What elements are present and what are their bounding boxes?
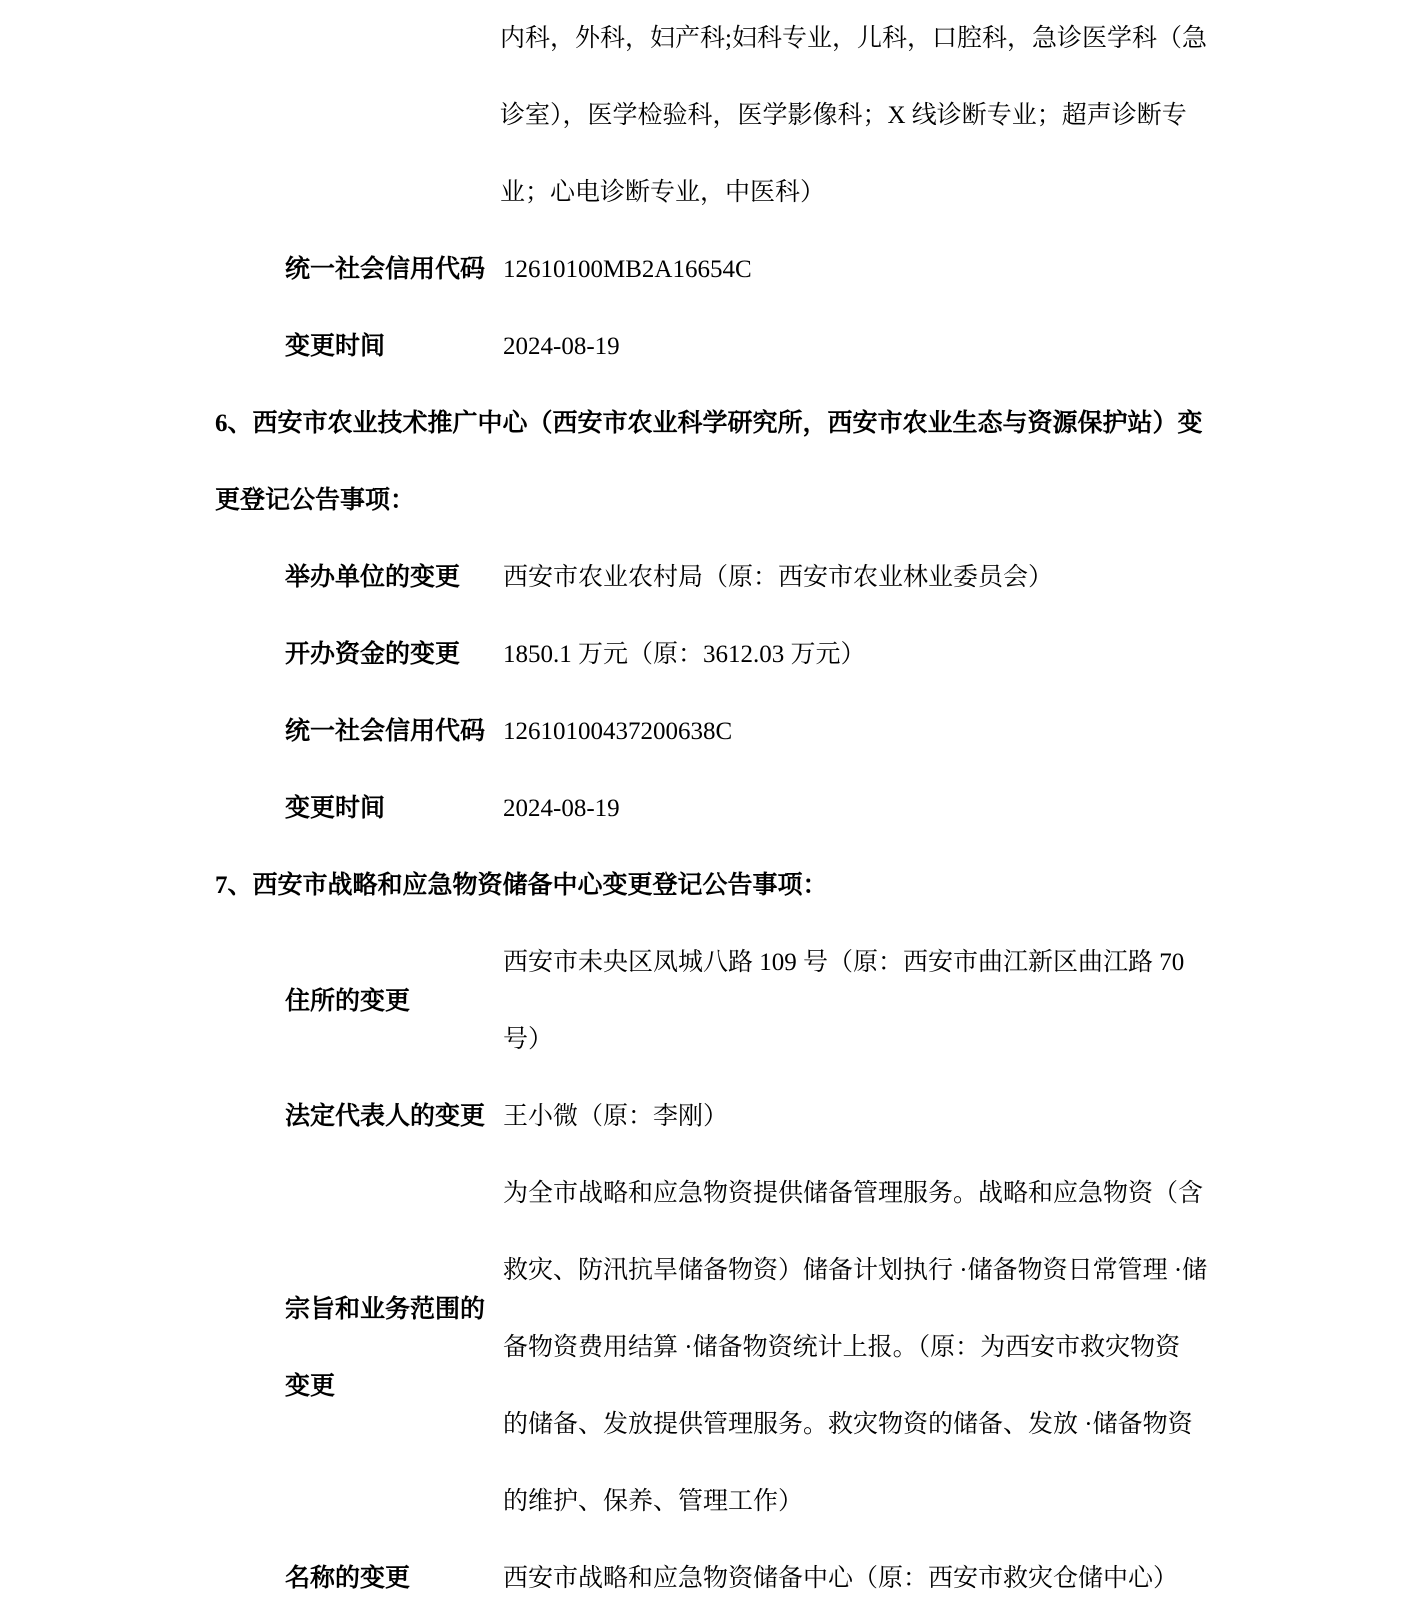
text-line: 内科，外科，妇产科;妇科专业，儿科，口腔科，急诊医学科（急 (500, 25, 1207, 52)
section-heading-item6 (215, 385, 1411, 539)
field-value: 12610100MB2A16654C (503, 256, 752, 283)
text-line: 救灾、防汛抗旱储备物资）储备计划执行 ·储备物资日常管理 ·储 (503, 1257, 1208, 1284)
field-label: 开办资金的变更 (285, 641, 461, 668)
field-row-credit-code-6 (285, 693, 1411, 770)
text-line: 业；心电诊断专业，中医科） (500, 179, 826, 206)
text-line: 的维护、保养、管理工作） (503, 1488, 804, 1515)
field-label: 住所的变更 (285, 987, 411, 1015)
text-line: 西安市未央区凤城八路 109 号（原：西安市曲江新区曲江路 70 (503, 949, 1185, 976)
field-label: 变更时间 (285, 795, 386, 822)
heading-line: 更登记公告事项： (215, 487, 416, 514)
field-row-name-change (285, 1540, 1411, 1600)
field-label: 举办单位的变更 (285, 564, 461, 591)
field-row-address-change (285, 924, 1411, 1078)
field-value: 王小微（原：李刚） (503, 1103, 729, 1130)
field-value: 2024-08-19 (503, 333, 620, 360)
field-label: 变更时间 (285, 333, 386, 360)
text-line: 的储备、发放提供管理服务。救灾物资的储备、发放 ·储备物资 (503, 1411, 1193, 1438)
heading-line: 6、西安市农业技术推广中心（西安市农业科学研究所，西安市农业生态与资源保护站）变 (215, 410, 1203, 437)
field-value: 1850.1 万元（原：3612.03 万元） (503, 641, 866, 668)
field-label: 法定代表人的变更 (285, 1103, 486, 1130)
field-row-change-date-5 (285, 308, 1411, 385)
field-label: 统一社会信用代码 (285, 256, 486, 283)
field-value: 12610100437200638C (503, 718, 733, 745)
field-value: 西安市农业农村局（原：西安市农业林业委员会） (503, 564, 1054, 591)
field-row-sponsor-change (285, 539, 1411, 616)
text-line: 备物资费用结算 ·储备物资统计上报。（原：为西安市救灾物资 (503, 1334, 1181, 1361)
field-row-capital-change (285, 616, 1411, 693)
text-line: 诊室），医学检验科，医学影像科；X 线诊断专业；超声诊断专 (500, 102, 1187, 129)
field-label: 宗旨和业务范围的变更 (285, 1295, 486, 1400)
text-line: 为全市战略和应急物资提供储备管理服务。战略和应急物资（含 (503, 1180, 1204, 1207)
field-value (503, 924, 1184, 1078)
field-value: 2024-08-19 (503, 795, 620, 822)
field-value: 西安市战略和应急物资储备中心（原：西安市救灾仓储中心） (503, 1565, 1179, 1592)
field-row-business-scope-change (285, 1155, 1411, 1540)
heading-line: 7、西安市战略和应急物资储备中心变更登记公告事项： (215, 872, 828, 899)
field-value (503, 1155, 1207, 1540)
section-heading-item7 (215, 847, 1411, 924)
field-row-change-date-6 (285, 770, 1411, 847)
field-row-legal-representative-change (285, 1078, 1411, 1155)
field-label: 统一社会信用代码 (285, 718, 486, 745)
field-label: 名称的变更 (285, 1565, 411, 1592)
text-line: 号） (503, 1026, 554, 1053)
business-scope-continuation (500, 0, 1411, 231)
field-row-credit-code-5 (285, 231, 1411, 308)
